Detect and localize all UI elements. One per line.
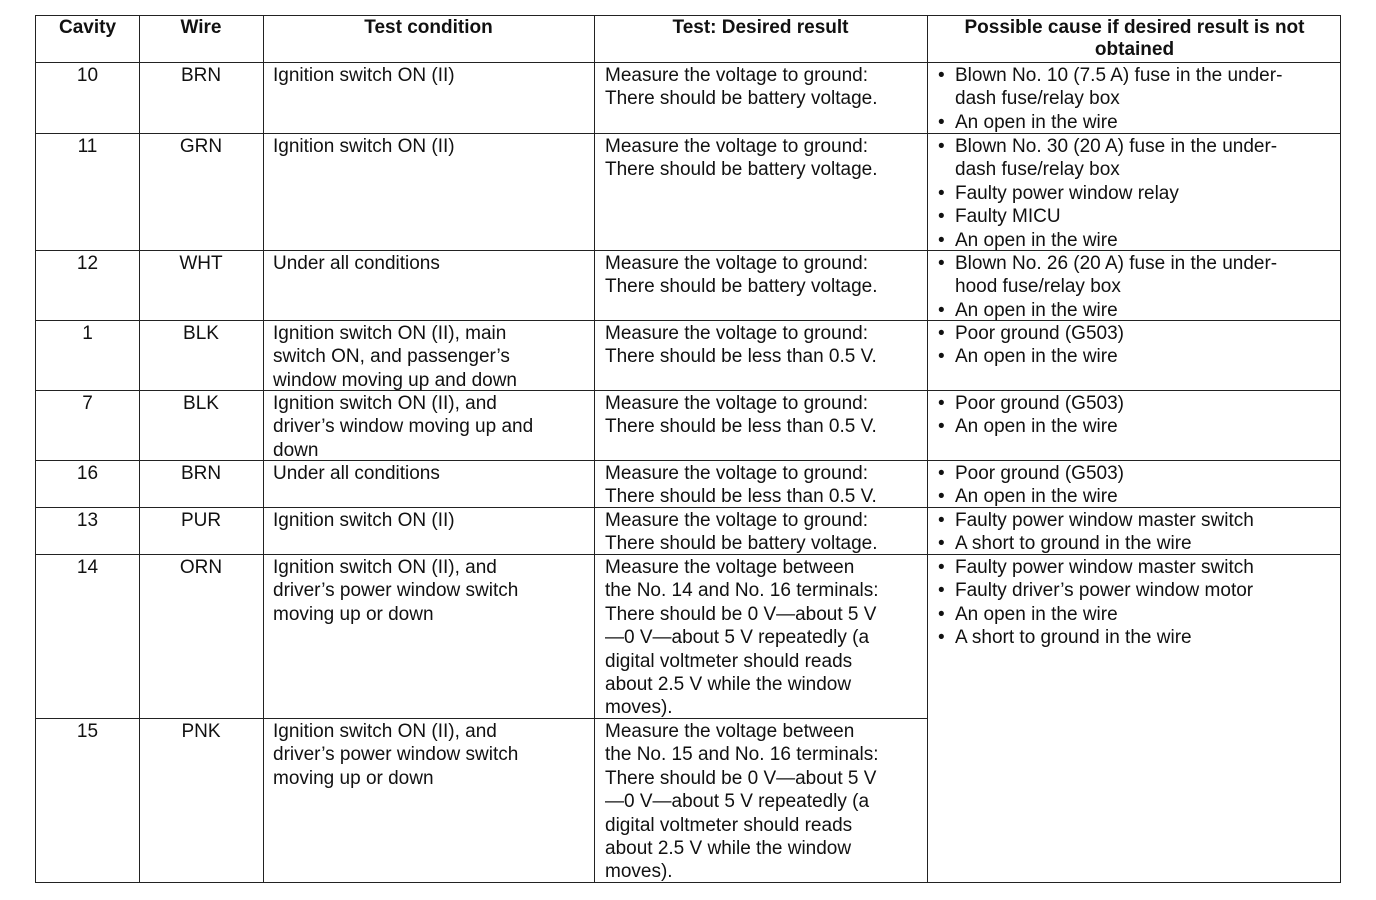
row-divider <box>36 390 1340 391</box>
possible-cause-line: Poor ground (G503) <box>955 463 1124 484</box>
possible-cause-line: dash fuse/relay box <box>955 159 1120 181</box>
possible-cause-line: An open in the wire <box>955 299 1118 321</box>
test-condition-line: Ignition switch ON (II), and <box>273 557 497 578</box>
desired-result-cell <box>605 322 877 369</box>
desired-result-line: There should be less than 0.5 V. <box>605 346 877 368</box>
desired-result-line: There should be battery voltage. <box>605 276 878 298</box>
desired-result-cell <box>605 720 879 884</box>
cavity-cell: 10 <box>76 65 99 86</box>
desired-result-line: There should be battery voltage. <box>605 533 878 555</box>
cavity-cell: 16 <box>76 463 99 484</box>
possible-cause-line: Blown No. 10 (7.5 A) fuse in the under- <box>955 65 1283 86</box>
possible-cause-line: An open in the wire <box>955 346 1118 368</box>
possible-cause-line: hood fuse/relay box <box>955 276 1121 298</box>
possible-cause-line: Faulty power window master switch <box>955 510 1254 531</box>
desired-result-line: about 2.5 V while the window <box>605 838 852 860</box>
test-condition-line: driver’s window moving up and <box>273 416 534 438</box>
bullet-icon: • <box>938 323 945 344</box>
column-divider <box>927 16 928 882</box>
desired-result-cell <box>605 135 878 182</box>
possible-cause-item <box>935 111 1282 134</box>
desired-result-cell <box>605 462 877 509</box>
possible-cause-line: Blown No. 26 (20 A) fuse in the under- <box>955 253 1278 274</box>
desired-result-line: the No. 15 and No. 16 terminals: <box>605 744 879 766</box>
possible-cause-line: An open in the wire <box>955 229 1118 251</box>
possible-cause-item <box>935 485 1124 508</box>
possible-cause-line: Faulty power window master switch <box>955 557 1254 578</box>
test-condition-cell <box>273 720 518 790</box>
possible-cause-list <box>935 392 1124 439</box>
desired-result-line: There should be less than 0.5 V. <box>605 486 877 508</box>
possible-cause-line: Faulty driver’s power window motor <box>955 580 1254 602</box>
desired-result-line: the No. 14 and No. 16 terminals: <box>605 580 879 602</box>
desired-result-line: about 2.5 V while the window <box>605 674 852 696</box>
wire-cell: PUR <box>180 510 222 531</box>
possible-cause-list <box>935 64 1282 134</box>
desired-result-cell <box>605 392 877 439</box>
possible-cause-item <box>935 603 1254 626</box>
bullet-icon: • <box>938 486 945 508</box>
possible-cause-item <box>935 299 1277 322</box>
bullet-icon: • <box>938 346 945 368</box>
possible-cause-item <box>935 64 1282 111</box>
cavity-cell: 14 <box>76 557 99 578</box>
possible-cause-item <box>935 532 1254 555</box>
possible-cause-line: Poor ground (G503) <box>955 323 1124 344</box>
desired-result-line: There should be 0 V—about 5 V <box>605 603 877 625</box>
possible-cause-line: dash fuse/relay box <box>955 88 1120 110</box>
desired-result-cell <box>605 509 878 556</box>
possible-cause-item <box>935 322 1124 345</box>
possible-cause-list <box>935 509 1254 556</box>
test-condition-cell <box>273 322 517 392</box>
cavity-cell: 7 <box>82 393 93 414</box>
test-condition-cell <box>273 392 533 462</box>
bullet-icon: • <box>938 206 945 228</box>
possible-cause-line: An open in the wire <box>955 111 1118 133</box>
test-condition-line: driver’s power window switch <box>273 744 519 766</box>
wire-cell: GRN <box>179 136 223 157</box>
header-desired-result: Test: Desired result <box>672 17 849 38</box>
bullet-icon: • <box>938 229 945 251</box>
possible-cause-line: A short to ground in the wire <box>955 627 1192 649</box>
possible-cause-item <box>935 182 1277 205</box>
test-condition-line: Ignition switch ON (II) <box>273 65 455 86</box>
bullet-icon: • <box>938 136 945 157</box>
possible-cause-item <box>935 252 1277 299</box>
possible-cause-line: An open in the wire <box>955 416 1118 438</box>
possible-cause-list <box>935 135 1277 252</box>
header-wire: Wire <box>180 17 222 38</box>
desired-result-line: Measure the voltage to ground: <box>605 463 869 484</box>
test-condition-line: Under all conditions <box>273 463 440 484</box>
possible-cause-list <box>935 462 1124 509</box>
desired-result-line: —0 V—about 5 V repeatedly (a <box>605 627 870 649</box>
desired-result-line: Measure the voltage to ground: <box>605 393 869 414</box>
desired-result-line: Measure the voltage between <box>605 721 855 742</box>
possible-cause-line: A short to ground in the wire <box>955 533 1192 555</box>
possible-cause-list <box>935 252 1277 322</box>
test-condition-line: Ignition switch ON (II), and <box>273 721 497 742</box>
test-condition-cell <box>273 509 455 532</box>
bullet-icon: • <box>938 603 945 625</box>
desired-result-line: Measure the voltage between <box>605 557 855 578</box>
diagnostic-table <box>35 15 1341 883</box>
desired-result-line: —0 V—about 5 V repeatedly (a <box>605 791 870 813</box>
header-test-condition: Test condition <box>364 17 493 38</box>
desired-result-cell <box>605 64 878 111</box>
bullet-icon: • <box>938 463 945 484</box>
test-condition-cell <box>273 64 455 87</box>
test-condition-line: window moving up and down <box>273 369 517 391</box>
desired-result-line: digital voltmeter should reads <box>605 814 853 836</box>
desired-result-line: moves). <box>605 697 673 719</box>
test-condition-line: Under all conditions <box>273 253 440 274</box>
possible-cause-item <box>935 415 1124 438</box>
possible-cause-list <box>935 322 1124 369</box>
bullet-icon: • <box>938 65 945 86</box>
test-condition-line: Ignition switch ON (II) <box>273 510 455 531</box>
possible-cause-item <box>935 556 1254 579</box>
possible-cause-item <box>935 509 1254 532</box>
possible-cause-item <box>935 229 1277 252</box>
wire-cell: BLK <box>183 393 219 414</box>
desired-result-line: There should be less than 0.5 V. <box>605 416 877 438</box>
bullet-icon: • <box>938 416 945 438</box>
bullet-icon: • <box>938 557 945 578</box>
column-divider <box>594 16 595 882</box>
possible-cause-list <box>935 556 1254 650</box>
possible-cause-item <box>935 626 1254 649</box>
desired-result-cell <box>605 252 878 299</box>
bullet-icon: • <box>938 533 945 555</box>
wire-cell: BLK <box>183 323 219 344</box>
wire-cell: ORN <box>179 557 223 578</box>
header-possible-cause-line: obtained <box>1094 39 1175 60</box>
header-cavity: Cavity <box>58 17 117 38</box>
cavity-cell: 15 <box>76 721 99 742</box>
desired-result-line: Measure the voltage to ground: <box>605 253 869 274</box>
cavity-cell: 1 <box>82 323 93 344</box>
test-condition-line: Ignition switch ON (II), main <box>273 323 507 344</box>
row-divider <box>36 460 1340 461</box>
bullet-icon: • <box>938 111 945 133</box>
wire-cell: WHT <box>179 253 223 274</box>
possible-cause-item <box>935 135 1277 182</box>
wire-cell: PNK <box>181 721 221 742</box>
possible-cause-line: Poor ground (G503) <box>955 393 1124 414</box>
cavity-cell: 11 <box>77 136 98 157</box>
test-condition-cell <box>273 135 455 158</box>
test-condition-line: down <box>273 439 319 461</box>
desired-result-line: Measure the voltage to ground: <box>605 510 869 531</box>
desired-result-line: There should be 0 V—about 5 V <box>605 767 877 789</box>
cavity-cell: 12 <box>76 253 99 274</box>
desired-result-cell <box>605 556 879 720</box>
possible-cause-line: Faulty MICU <box>955 206 1061 228</box>
desired-result-line: There should be battery voltage. <box>605 88 878 110</box>
possible-cause-line: Blown No. 30 (20 A) fuse in the under- <box>955 136 1278 157</box>
test-condition-line: moving up or down <box>273 603 434 625</box>
bullet-icon: • <box>938 580 945 602</box>
test-condition-line: Ignition switch ON (II) <box>273 136 455 157</box>
header-possible-cause <box>927 17 1342 61</box>
test-condition-line: moving up or down <box>273 767 434 789</box>
possible-cause-item <box>935 579 1254 602</box>
possible-cause-line: Faulty power window relay <box>955 182 1179 204</box>
desired-result-line: There should be battery voltage. <box>605 159 878 181</box>
desired-result-line: digital voltmeter should reads <box>605 650 853 672</box>
possible-cause-item <box>935 205 1277 228</box>
test-condition-cell <box>273 462 440 485</box>
desired-result-line: Measure the voltage to ground: <box>605 65 869 86</box>
test-condition-cell <box>273 556 518 626</box>
bullet-icon: • <box>938 627 945 649</box>
bullet-icon: • <box>938 510 945 531</box>
possible-cause-line: An open in the wire <box>955 603 1118 625</box>
bullet-icon: • <box>938 182 945 204</box>
test-condition-line: Ignition switch ON (II), and <box>273 393 497 414</box>
bullet-icon: • <box>938 299 945 321</box>
header-possible-cause-line: Possible cause if desired result is not <box>964 17 1305 38</box>
wire-cell: BRN <box>180 65 222 86</box>
possible-cause-line: An open in the wire <box>955 486 1118 508</box>
test-condition-cell <box>273 252 440 275</box>
desired-result-line: Measure the voltage to ground: <box>605 323 869 344</box>
test-condition-line: switch ON, and passenger’s <box>273 346 510 368</box>
column-divider <box>263 16 264 882</box>
bullet-icon: • <box>938 393 945 414</box>
possible-cause-item <box>935 392 1124 415</box>
row-divider <box>36 62 1340 63</box>
possible-cause-item <box>935 345 1124 368</box>
desired-result-line: Measure the voltage to ground: <box>605 136 869 157</box>
desired-result-line: moves). <box>605 861 673 883</box>
test-condition-line: driver’s power window switch <box>273 580 519 602</box>
cavity-cell: 13 <box>76 510 99 531</box>
wire-cell: BRN <box>180 463 222 484</box>
bullet-icon: • <box>938 253 945 274</box>
possible-cause-item <box>935 462 1124 485</box>
